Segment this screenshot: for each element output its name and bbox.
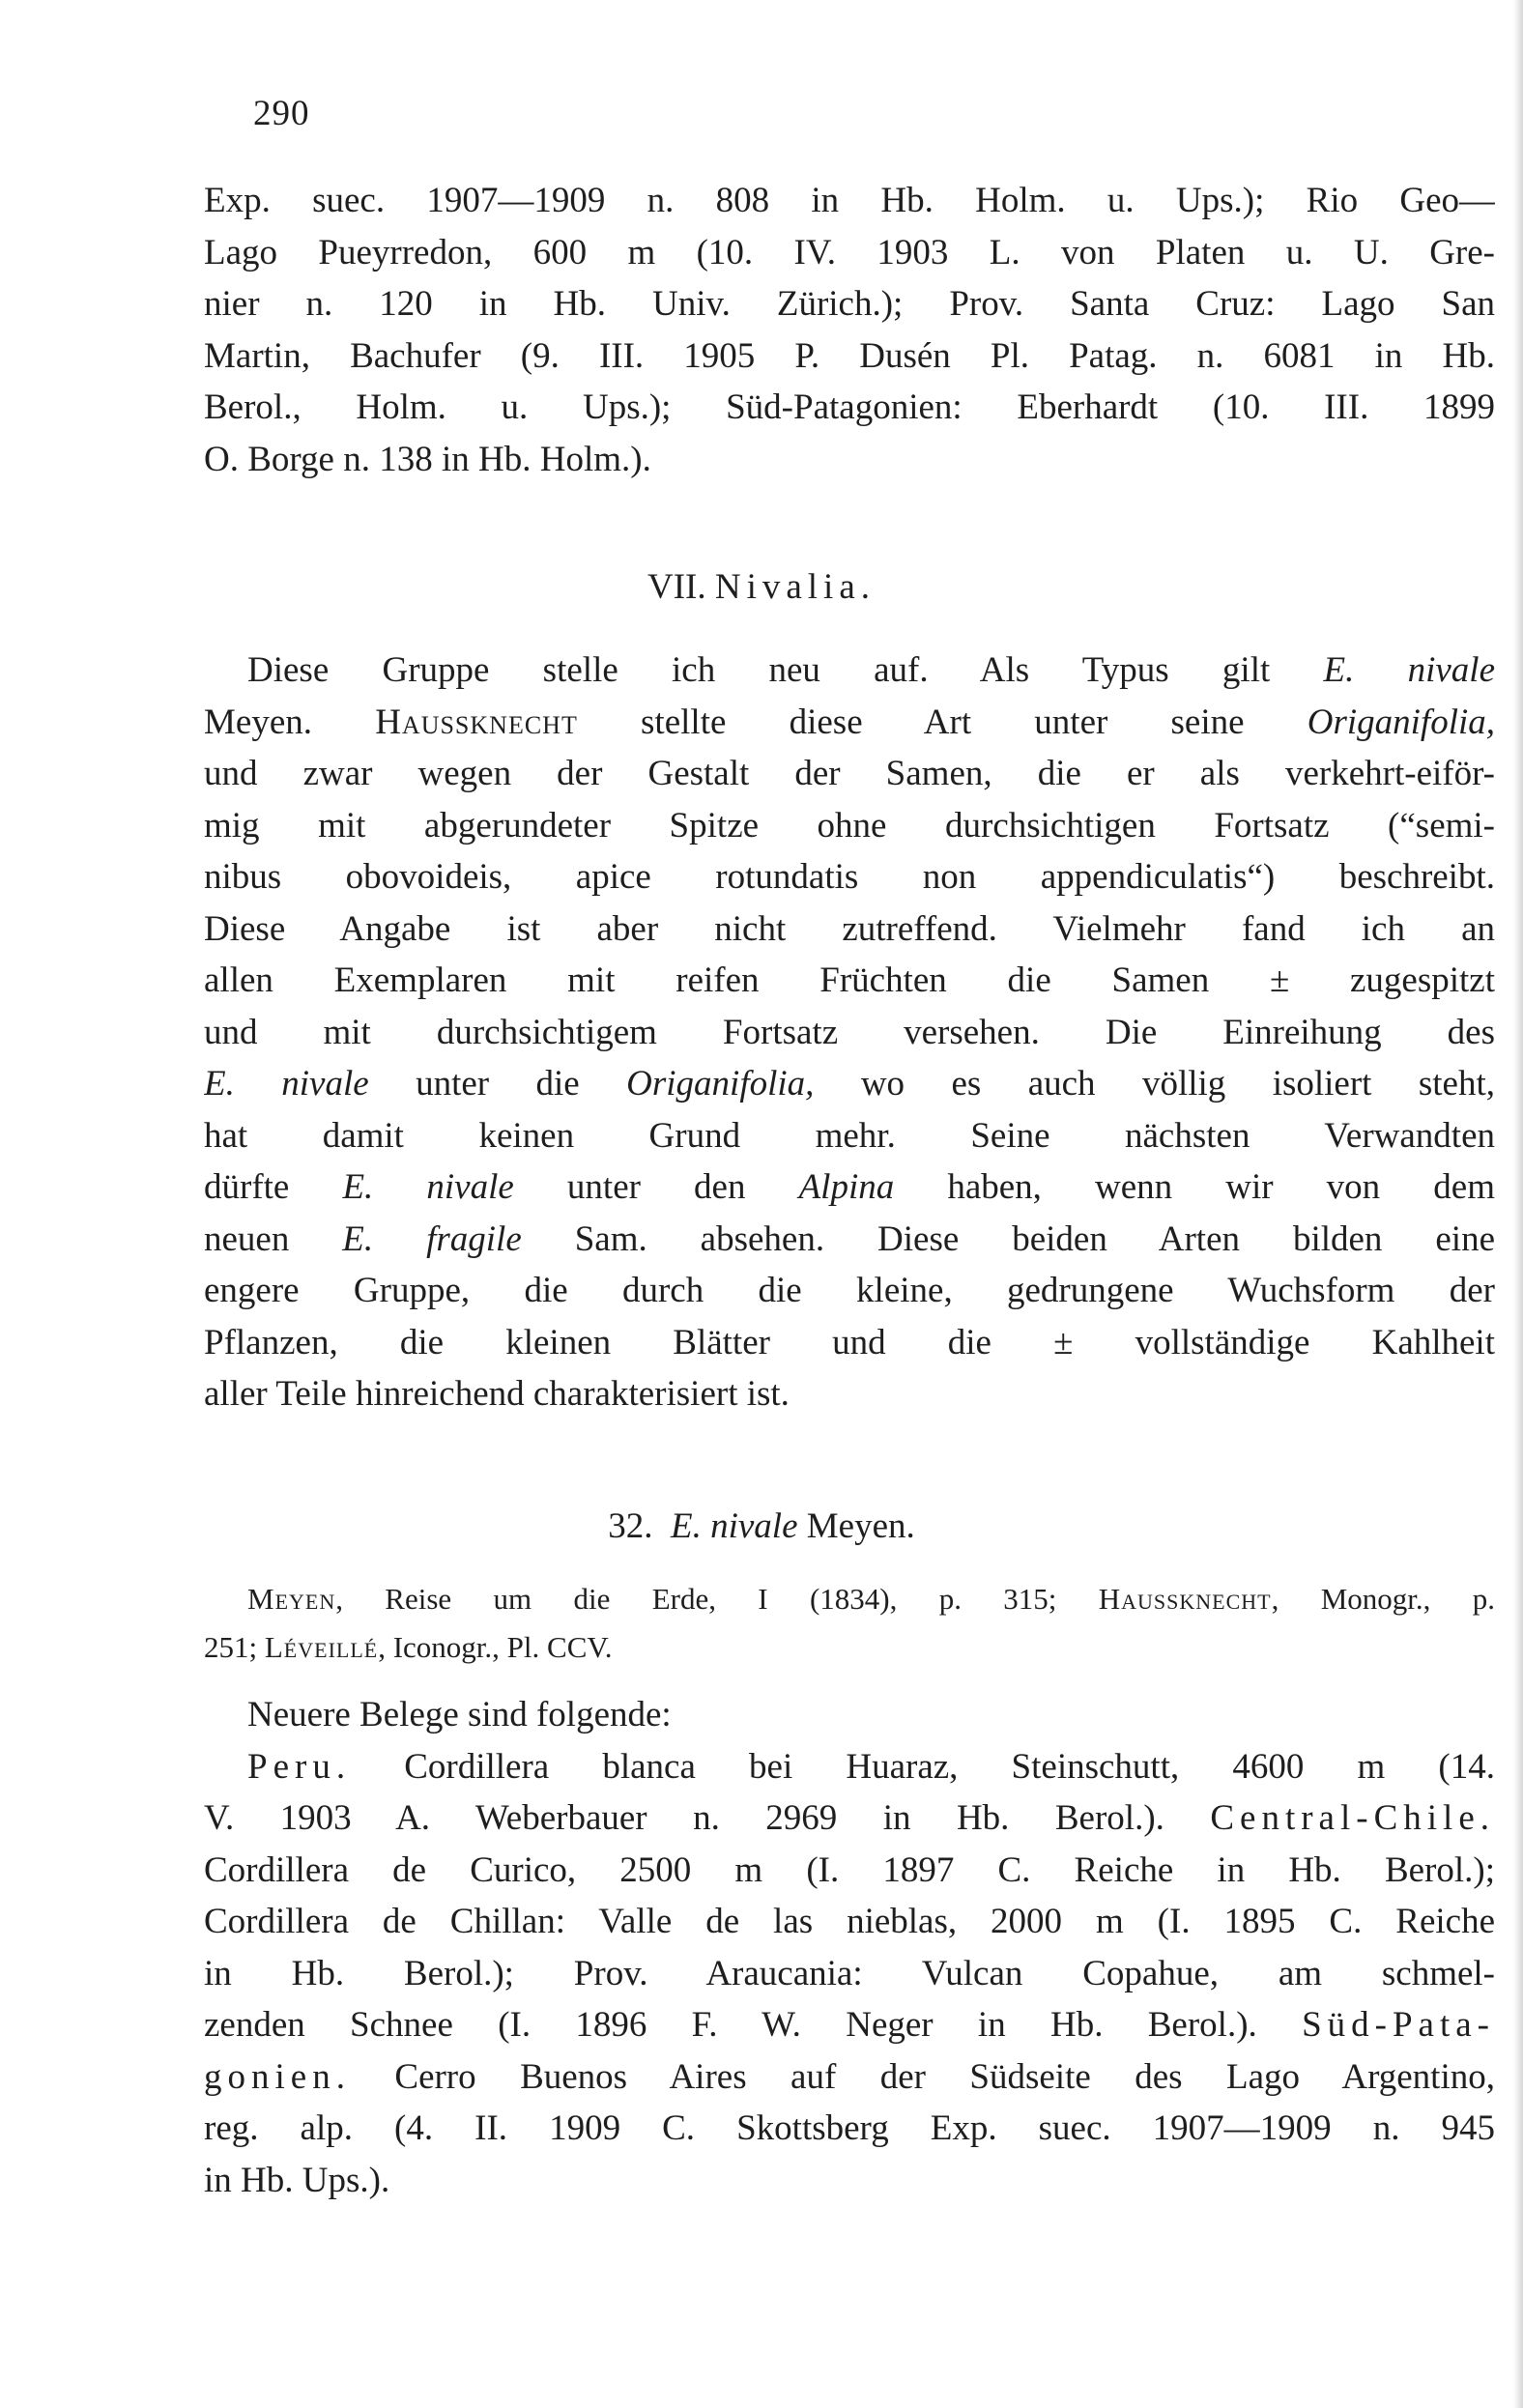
group-name: Origanifolia,: [1307, 702, 1495, 742]
text-line: Neuere Belege sind folgende:: [247, 1695, 672, 1734]
species-author: Meyen.: [806, 1506, 915, 1546]
author-name: Léveillé: [264, 1630, 379, 1664]
group-name: Origanifolia,: [626, 1064, 815, 1104]
text-line: Cordillera de Chillan: Valle de las nieblas, 2000 m (I. 1895 C. Reiche: [204, 1902, 1495, 1941]
text-line: und zwar wegen der Gestalt der Samen, die er als verkehrt-eiför-: [204, 754, 1495, 793]
section-title: Nivalia.: [714, 567, 876, 607]
text-line: mig mit abgerundeter Spitze ohne durchsichtigen Fortsatz (“semi-: [204, 805, 1495, 846]
paragraph-group-description: [204, 645, 1495, 1420]
taxon-name: E. nivale: [1323, 650, 1495, 690]
section-number: VII.: [647, 567, 706, 607]
text-line: hat damit keinen Grund mehr. Seine nächsten Verwandten: [204, 1115, 1495, 1156]
species-heading: [0, 1505, 1523, 1547]
text-line: zenden Schnee (I. 1896 F. W. Neger in Hb. Berol.). Süd-Pata-: [204, 2005, 1495, 2045]
text-line: Exp. suec. 1907—1909 n. 808 in Hb. Holm. u. Ups.); Rio Geo—: [204, 181, 1495, 220]
author-name: Haussknecht: [1098, 1582, 1272, 1616]
citation-line: 251; Léveillé, Iconogr., Pl. CCV.: [204, 1630, 613, 1664]
author-name: Meyen: [247, 1582, 336, 1616]
group-name: Alpina: [798, 1167, 895, 1207]
text-line: aller Teile hinreichend charakterisiert ist.: [204, 1374, 790, 1414]
text-line: in Hb. Berol.); Prov. Araucania: Vulcan Copahue, am schmel-: [204, 1953, 1495, 1993]
species-name: E. nivale: [670, 1506, 798, 1546]
text-line: Cordillera de Curico, 2500 m (I. 1897 C. Reiche in Hb. Berol.);: [204, 1849, 1495, 1890]
text-line: nier n. 120 in Hb. Univ. Zürich.); Prov. Santa Cruz: Lago San: [204, 284, 1495, 324]
text-line: engere Gruppe, die durch die kleine, gedrungene Wuchsform der: [204, 1271, 1495, 1310]
region-name: gonien.: [204, 2056, 351, 2097]
text-line: in Hb. Ups.).: [204, 2160, 390, 2200]
paragraph-specimens: [204, 1689, 1495, 2206]
taxon-name: E. nivale: [204, 1064, 369, 1104]
text-line: Pflanzen, die kleinen Blätter und die ± vollständige Kahlheit: [204, 1322, 1495, 1362]
page-number: 290: [253, 94, 310, 133]
page-edge-shadow: [1513, 0, 1523, 2408]
region-name: Central-Chile.: [1210, 1798, 1495, 1838]
text-line: O. Borge n. 138 in Hb. Holm.).: [204, 439, 651, 479]
text-line: Meyen. Haussknecht stellte diese Art unter seine Origanifolia,: [204, 702, 1495, 742]
text-line: dürfte E. nivale unter den Alpina haben, wenn wir von dem: [204, 1167, 1495, 1207]
text-line: Peru. Cordillera blanca bei Huaraz, Steinschutt, 4600 m (14.: [247, 1746, 1495, 1787]
text-line: V. 1903 A. Weberbauer n. 2969 in Hb. Berol.). Central-Chile.: [204, 1798, 1495, 1838]
text-line: und mit durchsichtigem Fortsatz versehen. Die Einreihung des: [204, 1012, 1495, 1052]
text-line: Lago Pueyrredon, 600 m (10. IV. 1903 L. von Platen u. U. Gre-: [204, 232, 1495, 272]
text-line: allen Exemplaren mit reifen Früchten die Samen ± zugespitzt: [204, 960, 1495, 1000]
paragraph-specimens-continued: [204, 175, 1495, 485]
citation-line: Meyen, Reise um die Erde, I (1834), p. 315; Haussknecht, Monogr., p.: [247, 1582, 1495, 1616]
region-name: Süd-Pata-: [1302, 2005, 1495, 2045]
taxon-name: E. nivale: [342, 1167, 514, 1207]
section-heading: [0, 566, 1523, 608]
text-line: reg. alp. (4. II. 1909 C. Skottsberg Exp. suec. 1907—1909 n. 945: [204, 2108, 1495, 2148]
region-name: Peru.: [247, 1746, 352, 1787]
text-line: Martin, Bachufer (9. III. 1905 P. Dusén Pl. Patag. n. 6081 in Hb.: [204, 335, 1495, 376]
text-line: Diese Gruppe stelle ich neu auf. Als Typus gilt E. nivale: [247, 650, 1495, 690]
text-line: Berol., Holm. u. Ups.); Süd-Patagonien: Eberhardt (10. III. 1899: [204, 387, 1495, 427]
text-line: Diese Angabe ist aber nicht zutreffend. Vielmehr fand ich an: [204, 908, 1495, 949]
text-line: neuen E. fragile Sam. absehen. Diese beiden Arten bilden eine: [204, 1218, 1495, 1259]
text-line: gonien. Cerro Buenos Aires auf der Südseite des Lago Argentino,: [204, 2056, 1495, 2097]
citation: [204, 1575, 1495, 1672]
author-name: Haussknecht: [375, 702, 578, 742]
species-number: 32.: [608, 1506, 653, 1546]
taxon-name: E. fragile: [342, 1218, 522, 1259]
text-line: nibus obovoideis, apice rotundatis non appendiculatis“) beschreibt.: [204, 857, 1495, 897]
text-line: E. nivale unter die Origanifolia, wo es auch völlig isoliert steht,: [204, 1064, 1495, 1104]
